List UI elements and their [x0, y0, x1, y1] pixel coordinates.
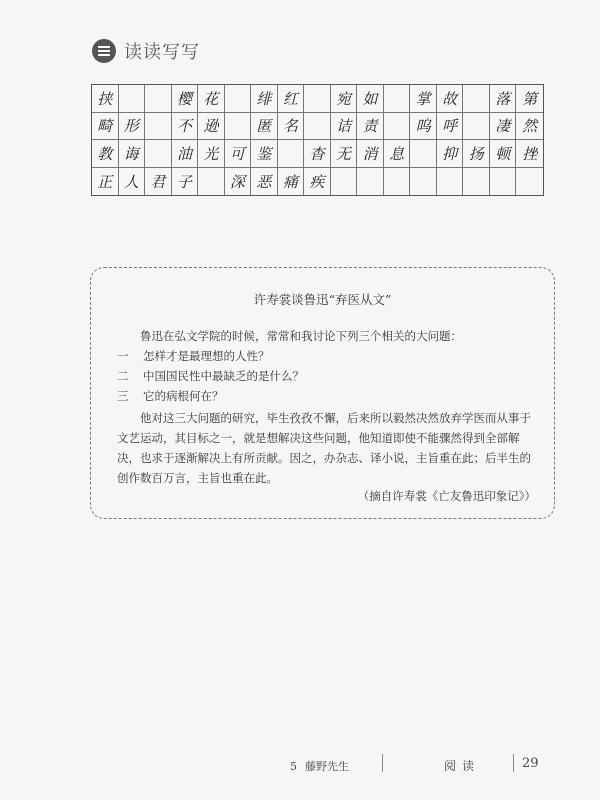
- grid-cell: 红: [278, 85, 305, 113]
- grid-cell: [463, 168, 490, 196]
- grid-cell: 第: [516, 85, 543, 113]
- source-citation: （摘自许寿裳《亡友鲁迅印象记》）: [357, 489, 536, 503]
- grid-cell: 可: [225, 140, 252, 168]
- lesson-title: 藤野先生: [305, 760, 349, 773]
- grid-cell: 掌: [410, 85, 437, 113]
- grid-cell: 匿: [251, 113, 278, 141]
- grid-cell: 绯: [251, 85, 278, 113]
- grid-cell: [384, 113, 411, 141]
- grid-cell: 无: [331, 140, 358, 168]
- grid-cell: [304, 85, 331, 113]
- question-item: [117, 348, 270, 364]
- grid-cell: 教: [92, 140, 119, 168]
- grid-cell: [384, 85, 411, 113]
- question-item: [117, 368, 304, 384]
- grid-cell: [463, 113, 490, 141]
- question-text: 它的病根何在？: [143, 389, 224, 403]
- grid-cell: 油: [172, 140, 199, 168]
- grid-cell: 息: [384, 140, 411, 168]
- grid-cell: [463, 85, 490, 113]
- grid-cell: [437, 168, 464, 196]
- box-title: 许寿裳谈鲁迅“弃医从文”: [253, 292, 392, 307]
- grid-cell: [225, 113, 252, 141]
- question-text: 怎样才是最理想的人性？: [143, 349, 270, 363]
- grid-cell: [145, 85, 172, 113]
- grid-cell: 如: [357, 85, 384, 113]
- grid-cell: 花: [198, 85, 225, 113]
- section-header: [92, 38, 200, 64]
- grid-cell: 鉴: [251, 140, 278, 168]
- intro-paragraph: 鲁迅在弘文学院的时候，常常和我讨论下列三个相关的大问题：: [140, 329, 462, 343]
- grid-cell: 恶: [251, 168, 278, 196]
- grid-cell: 深: [225, 168, 252, 196]
- footer-divider: [513, 754, 514, 772]
- grid-cell: 消: [357, 140, 384, 168]
- grid-cell: 光: [198, 140, 225, 168]
- grid-cell: 责: [357, 113, 384, 141]
- grid-cell: 痛: [278, 168, 305, 196]
- grid-cell: [225, 85, 252, 113]
- question-number: 三: [117, 389, 129, 403]
- vocabulary-grid: [91, 84, 544, 196]
- grid-cell: 樱: [172, 85, 199, 113]
- grid-cell: [490, 168, 517, 196]
- grid-cell: [331, 168, 358, 196]
- grid-cell: 呼: [437, 113, 464, 141]
- grid-cell: 形: [119, 113, 146, 141]
- grid-cell: 宛: [331, 85, 358, 113]
- grid-cell: 疾: [304, 168, 331, 196]
- grid-cell: [304, 113, 331, 141]
- body-paragraph: 他对这三大问题的研究，毕生孜孜不懈，后来所以毅然决然放弃学医而从事于文艺运动，其目标之一，就是想解决这些问题，他知道即使不能骤然得到全部解决，也求于逐渐解决上有所贡献。因之，办杂志、译小说，主旨重在此；后半生的创作数百万言，主旨也重在此。: [117, 411, 531, 485]
- grid-cell: 落: [490, 85, 517, 113]
- grid-cell: [410, 140, 437, 168]
- section-three-badge-icon: [92, 39, 116, 63]
- section-title: 读读写写: [124, 42, 200, 63]
- grid-cell: [198, 168, 225, 196]
- grid-cell: 挟: [92, 85, 119, 113]
- grid-cell: 畸: [92, 113, 119, 141]
- grid-cell: 逊: [198, 113, 225, 141]
- grid-cell: 顿: [490, 140, 517, 168]
- footer-lesson: [290, 758, 349, 774]
- grid-cell: 挫: [516, 140, 543, 168]
- grid-cell: 杳: [304, 140, 331, 168]
- grid-cell: 凄: [490, 113, 517, 141]
- footer-section: 阅读: [444, 759, 481, 773]
- grid-cell: [145, 113, 172, 141]
- question-item: [117, 388, 224, 404]
- grid-cell: 扬: [463, 140, 490, 168]
- grid-cell: 抑: [437, 140, 464, 168]
- question-text: 中国国民性中最缺乏的是什么？: [143, 369, 304, 383]
- grid-cell: [357, 168, 384, 196]
- grid-cell: 不: [172, 113, 199, 141]
- grid-cell: 故: [437, 85, 464, 113]
- grid-cell: [516, 168, 543, 196]
- lesson-number: 5: [290, 760, 297, 773]
- question-number: 二: [117, 369, 129, 383]
- grid-cell: 然: [516, 113, 543, 141]
- page-number: 29: [522, 756, 539, 771]
- grid-cell: 子: [172, 168, 199, 196]
- grid-cell: 诲: [119, 140, 146, 168]
- grid-cell: [410, 168, 437, 196]
- grid-cell: 名: [278, 113, 305, 141]
- grid-cell: 正: [92, 168, 119, 196]
- grid-cell: 呜: [410, 113, 437, 141]
- question-number: 一: [117, 349, 129, 363]
- grid-cell: [119, 85, 146, 113]
- grid-cell: [384, 168, 411, 196]
- grid-cell: 君: [145, 168, 172, 196]
- reading-box: [90, 267, 555, 519]
- grid-cell: 诘: [331, 113, 358, 141]
- footer-divider: [382, 754, 383, 772]
- grid-cell: [145, 140, 172, 168]
- grid-cell: 人: [119, 168, 146, 196]
- grid-cell: [278, 140, 305, 168]
